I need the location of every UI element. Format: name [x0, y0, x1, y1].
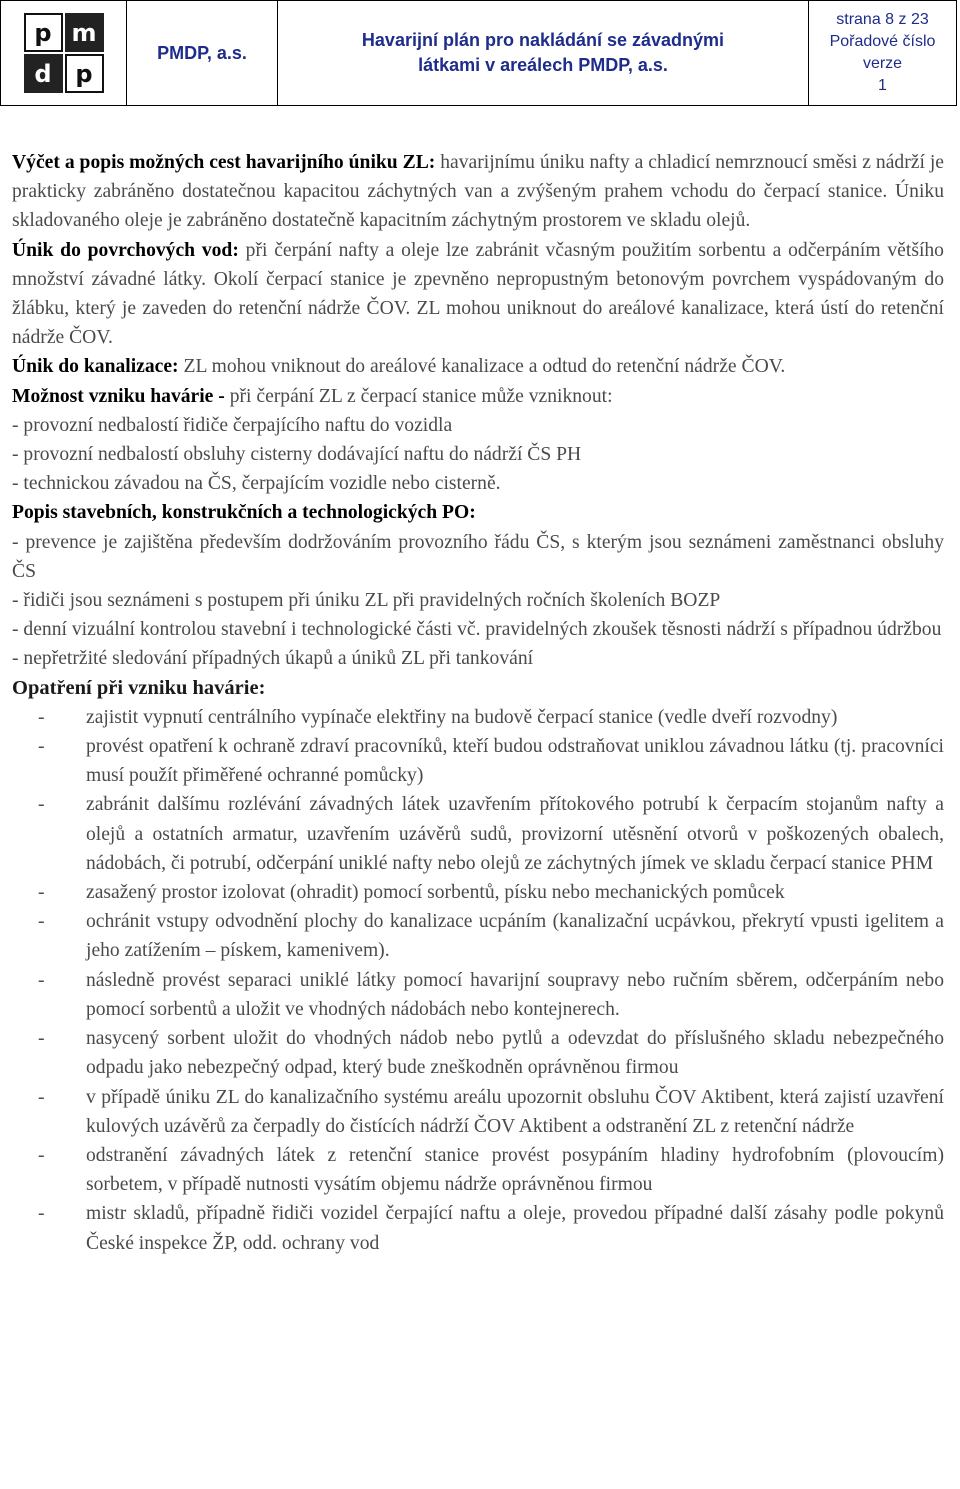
list-item: - provozní nedbalostí řidiče čerpajícího naftu do vozidla	[12, 414, 453, 436]
list-item: - prevence je zajištěna především dodržováním provozního řádu ČS, s kterým jsou seznámeni zaměstnanci obsluhy ČS	[12, 531, 944, 582]
list-item: - nasycený sorbent uložit do vhodných nádob nebo pytlů a odevzdat do příslušného skladu nebezpečného odpadu jako nebezpečný odpad, který bude zneškodněn oprávněnou firmou	[12, 1024, 944, 1082]
logo-letter-p: p	[24, 13, 63, 52]
list-item: - zabránit dalšímu rozlévání závadných látek uzavřením přítokového potrubí k čerpacím stojanům nafty a olejů a ostatních armatur, uzavřením uzávěrů sudů, provizorní utěsnění otvorů v poškozených obalech, nádobách, či potrubí, odčerpání uniklé nafty nebo olejů ze záchytných jímek ve skladu čerpací stanice PHM	[12, 790, 944, 878]
label-sewer: Únik do kanalizace:	[12, 356, 179, 378]
text-accident-possibility: při čerpání ZL z čerpací stanice může vzniknout:	[224, 385, 613, 407]
page-number: strana 8 z 23	[836, 11, 929, 28]
measures-list	[12, 703, 944, 1258]
document-title-line1: Havarijní plán pro nakládání se závadnými	[361, 30, 725, 50]
label-surface-water: Únik do povrchových vod:	[12, 239, 239, 261]
list-item: - provést opatření k ochraně zdraví pracovníků, kteří budou odstraňovat uniklou závadnou látku (tj. pracovníci musí použít přiměřené ochranné pomůcky)	[12, 732, 944, 790]
list-item: - ochránit vstupy odvodnění plochy do kanalizace ucpáním (kanalizační ucpávkou, překrytí vpusti igelitem a jeho zatížením – pískem, kamenivem).	[12, 907, 944, 965]
list-item: - mistr skladů, případně řidiči vozidel čerpající naftu a oleje, provedou případné další zásahy podle pokynů České inspekce ŽP, odd. ochrany vod	[12, 1199, 944, 1257]
paragraph-sewer	[12, 352, 944, 381]
logo-letter-p2: p	[65, 54, 104, 93]
version-label-2: verze	[862, 55, 903, 72]
paragraph-accident-possibility	[12, 382, 944, 411]
list-item: - v případě úniku ZL do kanalizačního systému areálu upozornit obsluhu ČOV Aktibent, která zajistí uzavření kulových uzávěrů za čerpadly do čistících nádrží ČOV Aktibent a odstranění ZL z retenční nádrže	[12, 1083, 944, 1141]
list-item: - zasažený prostor izolovat (ohradit) pomocí sorbentů, písku nebo mechanických pomůcek	[12, 878, 944, 907]
label-measures: Opatření při vzniku havárie:	[12, 676, 266, 699]
paragraph-construction	[12, 498, 944, 527]
version-number: 1	[878, 77, 887, 94]
version-label-1: Pořadové číslo	[829, 33, 936, 50]
list-item: - nepřetržité sledování případných úkapů a úniků ZL při tankování	[12, 648, 534, 670]
document-body	[12, 148, 944, 1258]
list-item: - následně provést separaci uniklé látky pomocí havarijní soupravy nebo ručním sběrem, odčerpáním nebo pomocí sorbentů a uložit ve vhodných nádobách nebo kontejnerech.	[12, 966, 944, 1024]
logo-letter-m: m	[65, 13, 104, 52]
logo-cell	[1, 1, 127, 106]
company-name: PMDP, a.s.	[127, 1, 278, 106]
text-sewer: ZL mohou vniknout do areálové kanalizace a odtud do retenční nádrže ČOV.	[178, 356, 786, 378]
paragraph-leak-paths	[12, 148, 944, 236]
label-construction: Popis stavebních, konstrukčních a technologických PO:	[12, 502, 476, 524]
logo-letter-d: d	[24, 54, 63, 93]
paragraph-surface-water	[12, 236, 944, 353]
label-leak-paths: Výčet a popis možných cest havarijního úniku ZL:	[12, 152, 436, 173]
pmdp-logo-icon	[24, 13, 104, 93]
list-item: - provozní nedbalostí obsluhy cisterny dodávající naftu do nádrží ČS PH	[12, 444, 582, 466]
list-item: - odstranění závadných látek z retenční stanice provést posypáním hladiny hydrofobním (plovoucím) sorbetem, v případě nutnosti vysátím objemu nádrže oprávněnou firmou	[12, 1141, 944, 1199]
text-leak-paths: havarijnímu úniku nafty a chladicí nemrznoucí směsi z nádrží je prakticky zabráněno dostatečnou kapacitou záchytných van a zvýšeným prahem vchodu do čerpací stanice. Úniku skladovaného oleje je zabráněno dostatečně kapacitním záchytným prostorem ve skladu olejů.	[12, 152, 944, 232]
document-title	[278, 1, 809, 106]
text-surface-water: při čerpání nafty a oleje lze zabránit včasným použitím sorbentu a odčerpáním většího množství závadné látky. Okolí čerpací stanice je zpevněno nepropustným betonovým povrchem vyspádovaným do žlábku, který je zaveden do retenční nádrže ČOV. ZL mohou uniknout do areálové kanalizace, která ústí do retenční nádrže ČOV.	[12, 239, 944, 349]
document-meta	[809, 1, 957, 106]
list-item: - denní vizuální kontrolou stavební i technologické části vč. pravidelných zkoušek těsnosti nádrží s případnou údržbou	[12, 619, 942, 641]
document-title-line2: látkami v areálech PMDP, a.s.	[418, 55, 668, 75]
list-item: - technickou závadou na ČS, čerpajícím vozidle nebo cisterně.	[12, 473, 501, 495]
list-item: - řidiči jsou seznámeni s postupem při úniku ZL při pravidelných ročních školeních BOZP	[12, 590, 721, 612]
label-accident-possibility: Možnost vzniku havárie -	[12, 385, 225, 407]
list-item: - zajistit vypnutí centrálního vypínače elektřiny na budově čerpací stanice (vedle dveří rozvodny)	[12, 703, 944, 732]
document-header	[0, 0, 957, 106]
